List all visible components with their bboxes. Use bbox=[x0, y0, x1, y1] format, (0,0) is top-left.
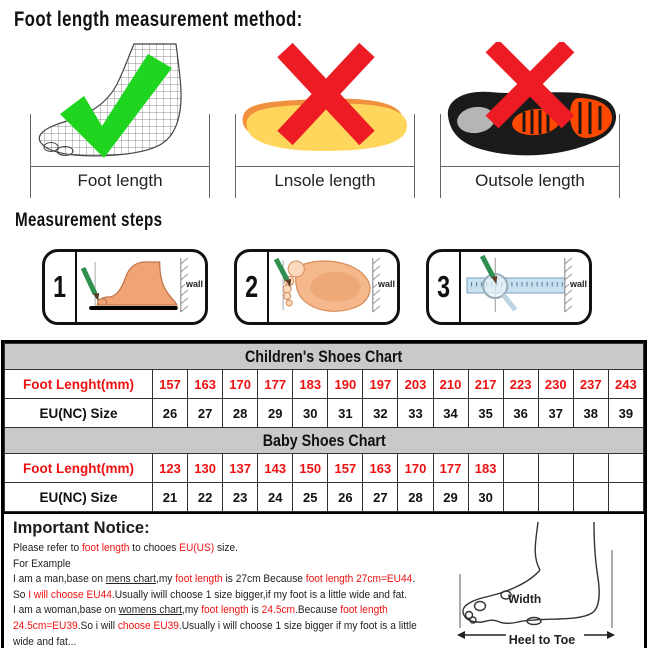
step-2-art bbox=[269, 252, 397, 322]
panel-label: Outsole length bbox=[440, 166, 620, 203]
size-cell: 223 bbox=[503, 370, 538, 399]
size-cell: 203 bbox=[398, 370, 433, 399]
size-cell: 210 bbox=[433, 370, 468, 399]
size-cell: 150 bbox=[293, 454, 328, 483]
notice-line bbox=[13, 603, 405, 619]
table-row bbox=[5, 454, 644, 483]
notice-text-segment: .Usually i will choose 1 size bigger if my foot is a little bbox=[178, 619, 417, 632]
step-number: 3 bbox=[429, 252, 461, 322]
size-cell bbox=[608, 454, 643, 483]
size-cell: 183 bbox=[293, 370, 328, 399]
size-cell bbox=[608, 483, 643, 512]
size-cell: 28 bbox=[398, 483, 433, 512]
table-row bbox=[5, 483, 644, 512]
size-cell bbox=[503, 454, 538, 483]
size-cell bbox=[573, 483, 608, 512]
size-cell: 123 bbox=[153, 454, 188, 483]
size-cell: 38 bbox=[573, 399, 608, 428]
row-label: Foot Lenght(mm) bbox=[5, 454, 153, 483]
size-cell: 22 bbox=[188, 483, 223, 512]
notice-text-segment: .Usually iwill choose 1 size bigger,if my foot is a little wide and fat. bbox=[111, 588, 407, 601]
notice-line bbox=[13, 572, 416, 588]
notice-text-segment: size. bbox=[214, 542, 238, 554]
notice-text-segment: foot length bbox=[175, 573, 223, 586]
size-cell: 217 bbox=[468, 370, 503, 399]
chart-header-row bbox=[5, 428, 644, 454]
notice-heading: Important Notice: bbox=[13, 519, 150, 537]
size-cell: 230 bbox=[538, 370, 573, 399]
notice-text-segment: womens chart bbox=[118, 604, 182, 617]
notice-text-segment: is bbox=[248, 604, 262, 617]
notice-line bbox=[13, 588, 405, 604]
notice-text-segment: ,my bbox=[181, 604, 202, 617]
notice-text-segment: foot length bbox=[340, 604, 388, 617]
row-label: EU(NC) Size bbox=[5, 399, 153, 428]
notice-text-segment: I am a woman,base on bbox=[13, 604, 119, 617]
foot-wireframe-check-icon bbox=[30, 42, 210, 166]
step-1-art bbox=[77, 252, 205, 322]
insole-cross-icon bbox=[235, 42, 415, 166]
size-cell: 163 bbox=[363, 454, 398, 483]
size-cell: 170 bbox=[398, 454, 433, 483]
step-number: 2 bbox=[237, 252, 269, 322]
size-cell: 30 bbox=[468, 483, 503, 512]
notice-text-segment: foot length bbox=[201, 604, 249, 617]
width-label: Width bbox=[508, 592, 542, 606]
notice-line bbox=[13, 619, 417, 635]
table-row bbox=[5, 399, 644, 428]
foot-measure-diagram bbox=[448, 514, 644, 648]
size-cell: 33 bbox=[398, 399, 433, 428]
notice-text-segment: wide and fat... bbox=[13, 635, 77, 648]
size-cell bbox=[538, 454, 573, 483]
size-cell: 34 bbox=[433, 399, 468, 428]
notice-text-segment: choose EU39 bbox=[117, 619, 179, 632]
size-cell: 237 bbox=[573, 370, 608, 399]
important-notice bbox=[4, 512, 644, 648]
row-label: Foot Lenght(mm) bbox=[5, 370, 153, 399]
panel-foot-length bbox=[22, 42, 218, 200]
notice-line bbox=[13, 557, 405, 573]
panel-outsole-length bbox=[432, 42, 628, 200]
wall-label: wall bbox=[377, 279, 395, 289]
step-1 bbox=[42, 249, 208, 325]
notice-text-segment: I am a man,base on bbox=[13, 573, 106, 586]
size-cell: 163 bbox=[188, 370, 223, 399]
wall-label: wall bbox=[569, 279, 587, 289]
size-cell: 183 bbox=[468, 454, 503, 483]
notice-text-segment: 24.5cm=EU39 bbox=[13, 619, 78, 632]
size-cell: 170 bbox=[223, 370, 258, 399]
chart-title: Baby Shoes Chart bbox=[5, 428, 644, 454]
notice-text-segment: is 27cm Because bbox=[222, 573, 306, 586]
size-cell: 27 bbox=[188, 399, 223, 428]
notice-text-segment: ,my bbox=[156, 573, 176, 586]
size-cell: 177 bbox=[258, 370, 293, 399]
size-cell: 39 bbox=[608, 399, 643, 428]
size-cell bbox=[573, 454, 608, 483]
panel-insole-length bbox=[227, 42, 423, 200]
size-cell bbox=[538, 483, 573, 512]
size-cell: 31 bbox=[328, 399, 363, 428]
size-cell: 137 bbox=[223, 454, 258, 483]
measurement-steps bbox=[42, 249, 592, 325]
size-cell: 157 bbox=[153, 370, 188, 399]
notice-line bbox=[13, 541, 405, 557]
size-chart-body bbox=[5, 344, 644, 512]
step-2 bbox=[234, 249, 400, 325]
chart-title: Children's Shoes Chart bbox=[5, 344, 644, 370]
chart-header-row bbox=[5, 344, 644, 370]
notice-text-segment: to chooes bbox=[129, 542, 180, 554]
size-cell: 32 bbox=[363, 399, 398, 428]
size-chart-table bbox=[4, 343, 644, 512]
panel-label: Lnsole length bbox=[235, 166, 415, 203]
notice-text-segment: For Example bbox=[13, 557, 71, 570]
page-title-text: Foot length measurement method: bbox=[14, 8, 303, 31]
notice-text-segment: mens chart bbox=[105, 573, 157, 586]
notice-text-segment: .So i will bbox=[77, 619, 118, 632]
table-row bbox=[5, 370, 644, 399]
notice-line bbox=[13, 635, 405, 648]
panel-label: Foot length bbox=[30, 166, 210, 203]
size-cell: 130 bbox=[188, 454, 223, 483]
notice-text-segment: EU(US) bbox=[179, 542, 215, 554]
size-cell: 37 bbox=[538, 399, 573, 428]
size-chart-sheet bbox=[1, 340, 647, 648]
notice-text-segment: Please refer to bbox=[13, 542, 82, 554]
notice-text-segment: foot length 27cm=EU44 bbox=[305, 573, 413, 586]
notice-text-segment: I will choose EU44 bbox=[28, 588, 112, 601]
size-cell: 29 bbox=[433, 483, 468, 512]
size-cell: 25 bbox=[293, 483, 328, 512]
notice-text-block bbox=[4, 514, 448, 648]
size-cell: 29 bbox=[258, 399, 293, 428]
size-cell bbox=[503, 483, 538, 512]
method-panels bbox=[22, 42, 628, 200]
notice-text-segment: . bbox=[412, 573, 416, 586]
size-cell: 157 bbox=[328, 454, 363, 483]
wall-label: wall bbox=[185, 279, 203, 289]
step-3 bbox=[426, 249, 592, 325]
notice-text-segment: foot length bbox=[81, 542, 130, 554]
outsole-cross-icon bbox=[440, 42, 620, 166]
size-cell: 23 bbox=[223, 483, 258, 512]
size-cell: 197 bbox=[363, 370, 398, 399]
size-cell: 36 bbox=[503, 399, 538, 428]
step-number: 1 bbox=[45, 252, 77, 322]
size-cell: 143 bbox=[258, 454, 293, 483]
size-cell: 24 bbox=[258, 483, 293, 512]
size-cell: 28 bbox=[223, 399, 258, 428]
size-cell: 30 bbox=[293, 399, 328, 428]
size-cell: 21 bbox=[153, 483, 188, 512]
notice-lines bbox=[13, 541, 448, 648]
notice-text-segment: So bbox=[13, 588, 29, 601]
size-cell: 26 bbox=[328, 483, 363, 512]
notice-text-segment: .Because bbox=[295, 604, 341, 617]
foot-outline-icon bbox=[450, 516, 640, 648]
size-cell: 27 bbox=[363, 483, 398, 512]
page-title bbox=[14, 8, 375, 32]
step-3-art bbox=[461, 252, 589, 322]
notice-text-segment: 24.5cm bbox=[261, 604, 296, 617]
steps-heading: Measurement steps bbox=[15, 210, 163, 231]
size-cell: 177 bbox=[433, 454, 468, 483]
heel-to-toe-label: Heel to Toe bbox=[508, 633, 576, 647]
size-cell: 35 bbox=[468, 399, 503, 428]
size-cell: 243 bbox=[608, 370, 643, 399]
size-cell: 26 bbox=[153, 399, 188, 428]
row-label: EU(NC) Size bbox=[5, 483, 153, 512]
size-cell: 190 bbox=[328, 370, 363, 399]
